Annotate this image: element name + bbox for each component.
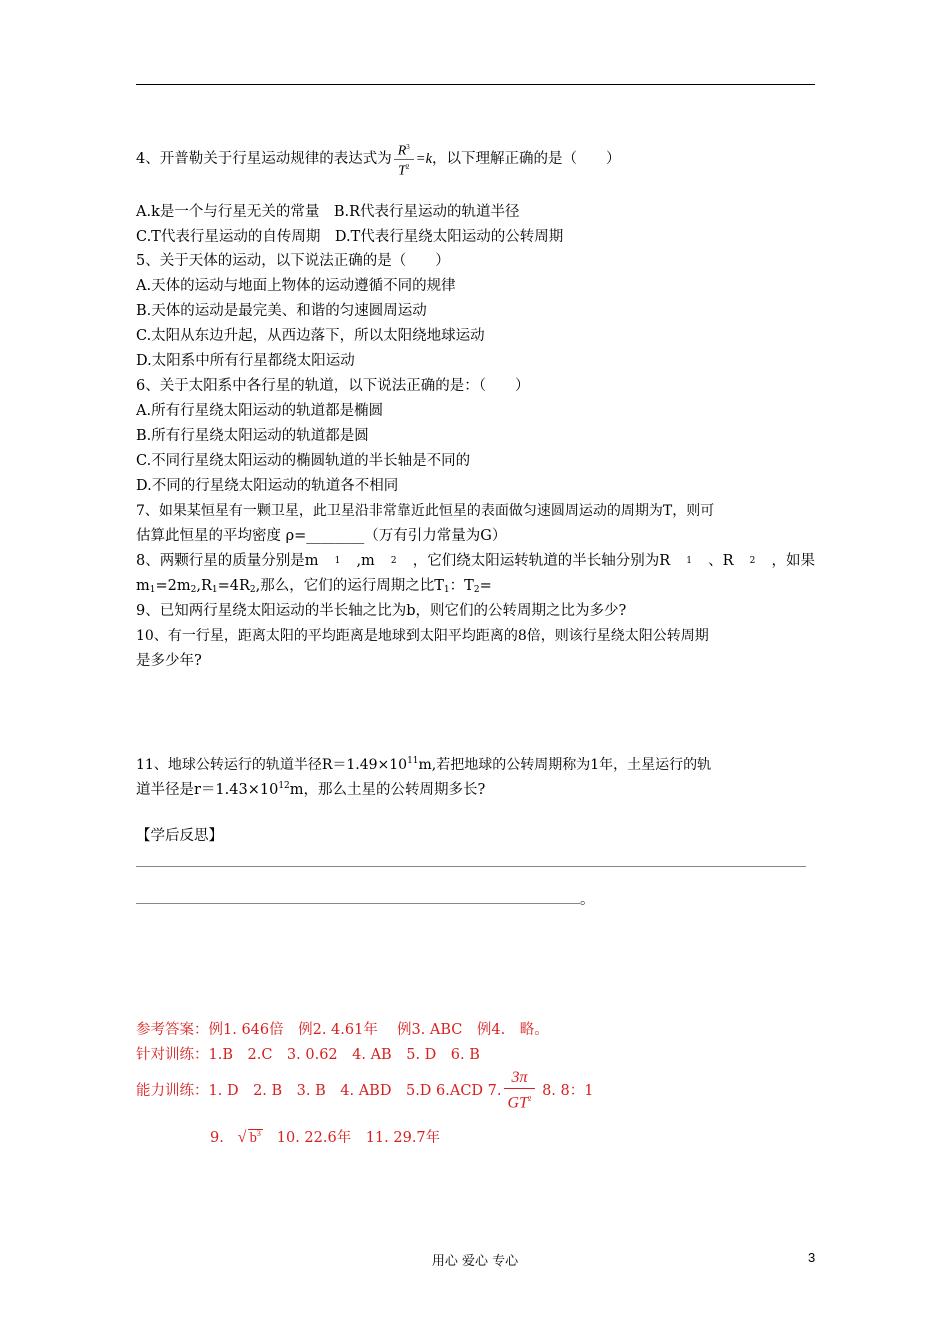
answer-line-4: 9. √ $b^3$ 10. 22.6年 11. 29.7年 — [210, 1124, 440, 1148]
answer-line-3: 能力训练：1. D 2. B 3. B 4. ABD 5.D 6.ACD 7. $\frac{3\pi}{GT^2}$ 8. 8：1 — [136, 1069, 594, 1112]
question-5-option-d: D.太阳系中所有行星都绕太阳运动 — [136, 353, 355, 369]
question-9: 9、已知两行星绕太阳运动的半长轴之比为b，则它们的公转周期之比为多少? — [136, 603, 627, 619]
question-10-line-1: 10、有一行星，距离太阳的平均距离是地球到太阳平均距离的8倍，则该行星绕太阳公转周期 — [136, 628, 709, 644]
kepler-fraction: $\frac{R^3}{T^2}$ — [394, 140, 414, 178]
question-4-options-cd: C.T代表行星运动的自传周期 D.T代表行星绕太阳运动的公转周期 — [136, 229, 564, 245]
question-5-option-a: A.天体的运动与地面上物体的运动遵循不同的规律 — [136, 278, 456, 294]
question-8-line-2: $m_1=2m_2,R_1=4R_2$,那么，它们的运行周期之比$T_1$：$T_2=$ — [136, 578, 492, 595]
answer-9-sqrt: √ $b^3$ — [237, 1128, 261, 1146]
reflection-end-mark: 。 — [580, 892, 595, 908]
question-5-stem: 5、关于天体的运动，以下说法正确的是（ ） — [136, 253, 450, 269]
reflection-title: 【学后反思】 — [136, 828, 223, 844]
question-8-line-1: 8、两颗行星的质量分别是m 1 ,m 2 ，它们绕太阳运转轨道的半长轴分别为R 1 、R 2 ，如果 — [136, 553, 815, 569]
question-6-option-b: B.所有行星绕太阳运动的轨道都是圆 — [136, 428, 369, 444]
question-5-option-b: B.天体的运动是最完美、和谐的匀速圆周运动 — [136, 303, 427, 319]
question-7-line-1: 7、如果某恒星有一颗卫星，此卫星沿非常靠近此恒星的表面做匀速圆周运动的周期为T，则可 — [136, 503, 715, 519]
question-11-line-1: 11、地球公转运行的轨道半径$R=1.49\times 10^{11}m$,若把地球的公转周期称为1年，土星运行的轨 — [136, 756, 712, 773]
page-footer: 用心 爱心 专心 — [431, 1254, 519, 1269]
question-11-line-2: 道半径是$r=1.43\times 10^{12}m$，那么土星的公转周期多长? — [136, 781, 486, 798]
page-number: 3 — [808, 1250, 816, 1265]
reflection-blank-line-2 — [136, 903, 580, 904]
reflection-blank-line-1 — [136, 866, 806, 867]
question-6-option-c: C.不同行星绕太阳运动的椭圆轨道的半长轴是不同的 — [136, 453, 471, 469]
header-rule — [136, 84, 815, 85]
question-5-option-c: C.太阳从东边升起，从西边落下，所以太阳绕地球运动 — [136, 328, 485, 344]
question-4-stem: 4、开普勒关于行星运动规律的表达式为 $\frac{R^3}{T^2}$ =k，以下理解正确的是（ ） — [136, 140, 621, 178]
answer-line-2: 针对训练：1.B 2.C 3. 0.62 4. AB 5. D 6. B — [136, 1047, 480, 1063]
answer-line-1: 参考答案：例1. 646倍 例2. 4.61年 例3. ABC 例4. 略。 — [136, 1022, 549, 1038]
question-7-line-2: 估算此恒星的平均密度 ρ=________（万有引力常量为G） — [136, 528, 507, 544]
question-6-stem: 6、关于太阳系中各行星的轨道，以下说法正确的是：（ ） — [136, 378, 530, 394]
question-6-option-a: A.所有行星绕太阳运动的轨道都是椭圆 — [136, 403, 384, 419]
answer-7-fraction: $\frac{3\pi}{GT^2}$ — [504, 1068, 536, 1113]
question-6-option-d: D.不同的行星绕太阳运动的轨道各不相同 — [136, 478, 399, 494]
question-4-options-ab: A.k是一个与行星无关的常量 B.R代表行星运动的轨道半径 — [136, 204, 520, 220]
question-10-line-2: 是多少年? — [136, 653, 202, 669]
